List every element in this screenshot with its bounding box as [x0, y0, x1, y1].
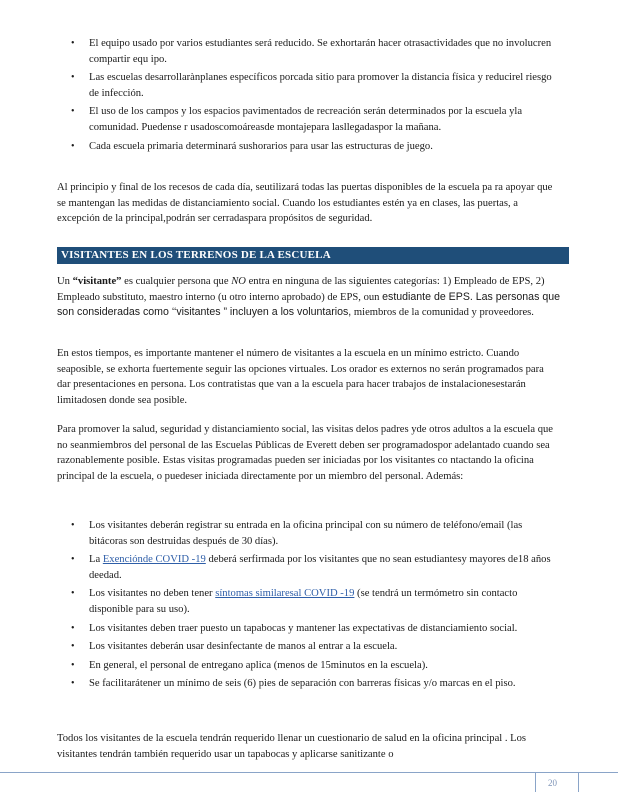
bullet-icon: • — [71, 38, 75, 49]
footer-rule — [0, 772, 618, 773]
covid-symptoms-link[interactable]: síntomas similaresal COVID -19 — [215, 588, 355, 600]
list-item: • Los visitantes deberán registrar su entrada en la oficina principal con su número de teléfono/email (las bitácoras son destruidas después de 30 días). — [71, 520, 523, 547]
list-item: • Los visitantes deberán usar desinfectante de manos al entrar a la escuela. — [60, 639, 560, 655]
visitor-inclusion-text: estudiante de EPS. Las personas que son consideradas como ‘‘visitantes ” incluyen a los voluntarios, — [57, 290, 560, 319]
no-emphasis: NO — [231, 276, 246, 287]
list-item: • Las escuelas desarrollarànplanes específicos porcada sitio para promover la distancia física y reducirel riesgo de infección. — [71, 72, 552, 99]
bullet-icon: • — [71, 678, 75, 690]
questionnaire-paragraph: Todos los visitantes de la escuela tendrán requerido llenar un cuestionario de salud en la oficina principal . Los visitantes tendrán también requerido usar un tapabocas y aplicarse sanitizante o — [57, 733, 527, 760]
recess-paragraph: Al principio y final de los recesos de cada día, seutilizará todas las puertas disponibles de la escuela pa ra apoyar que se mantengan las medidas de distanciamiento social. Cuando los estudiantes estén ya en clases, las puertas, a excepción de la principal,podrán ser cerradaspara propósitos de seguridad. — [57, 182, 553, 225]
bullet-icon: • — [71, 641, 75, 653]
list-item: • El equipo usado por varios estudiantes será reducido. Se exhortarán hacer otrasactividades que no involucren compartir equ ipo. — [71, 38, 552, 65]
list-item: • La Exenciónde COVID -19 deberá serfirmada por los visitantes que no sean estudiantesy mayores de18 años deedad. — [71, 554, 551, 581]
bullet-icon: • — [71, 520, 75, 531]
section-heading: VISITANTES EN LOS TERRENOS DE LA ESCUELA — [57, 247, 569, 264]
bullet-icon: • — [71, 140, 75, 152]
list-item: • En general, el personal de entregano aplica (menos de 15minutos en la escuela). — [60, 658, 560, 674]
list-item: • El uso de los campos y los espacios pavimentados de recreación serán determinados por la escuela yla comunidad. Puedense r usadoscomoáreasde montajepara lasllegadaspor la mañana. — [71, 106, 523, 133]
bullet-icon: • — [71, 659, 75, 671]
visitor-term: “visitante” — [72, 276, 122, 287]
page-number-box — [535, 772, 579, 792]
list-item: • Los visitantes deben traer puesto un tapabocas y mantener las expectativas de distanciamiento social. — [60, 621, 560, 637]
covid-waiver-link[interactable]: Exenciónde COVID -19 — [102, 554, 206, 566]
bullet-icon: • — [71, 588, 75, 600]
list-item: • Se facilitarátener un mínimo de seis (6) pies de separación con barreras físicas y/o marcas en el piso. — [60, 676, 560, 692]
bullet-icon: • — [71, 72, 75, 84]
bullet-icon: • — [71, 622, 75, 634]
list-item: • Los visitantes no deben tener síntomas similaresal COVID -19 (se tendrá un termómetro sin contacto disponible para su uso). — [71, 588, 518, 615]
bullet-icon: • — [71, 106, 75, 118]
visit-scheduling-paragraph: Para promover la salud, seguridad y distanciamiento social, las visitas delos padres yde otros adultos a la escuela que no seanmiembros del personal de las Escuelas Públicas de Everett deben ser programadospor adelantado cuando sea razonablemente posible. Estas visitas programadas pueden ser iniciadas por los visitantes co ntactando la oficina principal de la escuela, o puedeser iniciada directamente por un miembro del personal. Además: — [57, 424, 554, 482]
visitor-bullet-list — [60, 518, 560, 695]
minimum-visitors-paragraph: En estos tiempos, es importante mantener el número de visitantes a la escuela en un mínimo estricto. Cuando seaposible, se exhorta fuertemente seguir las opciones virtuales. Los orador es externos no serán programados para dar presentaciones en persona. Los contratistas que van a la escuela para hacer trabajos de instalacionesestarán limitadosen donde sea posible. — [57, 348, 544, 406]
page-number: 20 — [548, 778, 557, 788]
visitor-definition-paragraph: Un “visitante” es cualquier persona que NO entra en ninguna de las siguientes categorías: 1) Empleado de EPS, 2) Empleado substituto, maestro interno (u otro interno aprobado) de EPS, oun estudiante de EPS. Las personas que son consideradas como ‘‘visitantes ” incluyen a los voluntarios, miembros de la comunidad y proveedores. — [57, 276, 560, 319]
top-bullet-list — [60, 36, 560, 157]
list-item: • Cada escuela primaria determinará sushorarios para usar las estructuras de juego. — [60, 139, 560, 155]
bullet-icon: • — [71, 554, 75, 566]
